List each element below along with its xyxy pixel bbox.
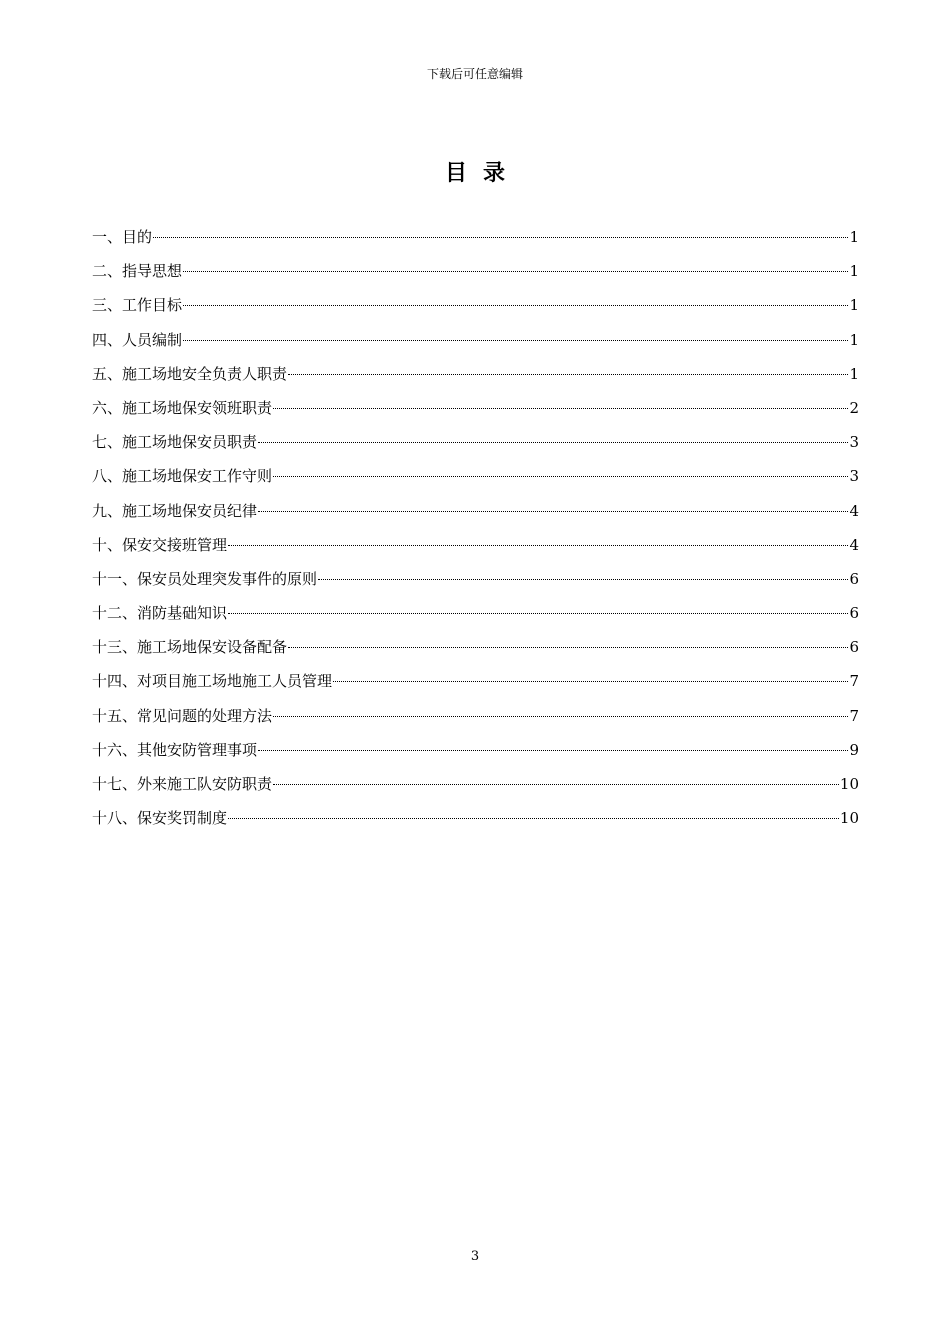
- toc-dot-leader: [273, 784, 839, 785]
- toc-dot-leader: [273, 476, 848, 477]
- toc-entry[interactable]: [92, 601, 859, 635]
- toc-entry[interactable]: [92, 499, 859, 533]
- toc-entry-page: 4: [849, 535, 859, 554]
- toc-entry-label: 十六、其他安防管理事项: [92, 740, 258, 759]
- toc-dot-leader: [333, 681, 848, 682]
- toc-entry[interactable]: [92, 328, 859, 362]
- toc-dot-leader: [153, 237, 848, 238]
- toc-entry-label: 九、施工场地保安员纪律: [92, 501, 258, 520]
- toc-entry[interactable]: [92, 533, 859, 567]
- toc-entry-page: 3: [849, 467, 859, 486]
- toc-entry-label: 一、目的: [92, 228, 153, 246]
- toc-dot-leader: [183, 271, 848, 272]
- toc-entry-page: 9: [849, 740, 859, 759]
- toc-entry[interactable]: [92, 806, 859, 840]
- toc-dot-leader: [183, 340, 848, 341]
- toc-entry[interactable]: [92, 396, 859, 430]
- toc-entry-label: 十一、保安员处理突发事件的原则: [92, 569, 318, 588]
- toc-entry-page: 1: [849, 262, 859, 281]
- toc-entry-page: 7: [849, 672, 859, 691]
- toc-entry[interactable]: [92, 669, 859, 703]
- toc-entry[interactable]: [92, 635, 859, 669]
- toc-entry-page: 10: [839, 775, 859, 793]
- toc-entry-page: 2: [849, 398, 859, 417]
- toc-title: 目录: [444, 160, 521, 186]
- toc-entry-label: 十四、对项目施工场地施工人员管理: [92, 672, 333, 691]
- toc-entry[interactable]: [92, 704, 859, 738]
- toc-entry[interactable]: [92, 362, 859, 396]
- toc-dot-leader: [273, 716, 848, 717]
- toc-entry-label: 六、施工场地保安领班职责: [92, 398, 273, 417]
- toc-entry-page: 1: [849, 330, 859, 349]
- toc-dot-leader: [318, 579, 848, 580]
- toc-entry-page: 3: [849, 433, 859, 452]
- toc-entry-page: 6: [849, 604, 859, 623]
- toc-entry-label: 八、施工场地保安工作守则: [92, 467, 273, 486]
- toc-entry[interactable]: [92, 738, 859, 772]
- toc-entry[interactable]: [92, 772, 859, 806]
- toc-dot-leader: [228, 613, 848, 614]
- toc-entry-label: 五、施工场地安全负责人职责: [92, 364, 288, 383]
- toc-entry-page: 10: [839, 809, 859, 828]
- table-of-contents: [92, 225, 859, 840]
- toc-entry[interactable]: [92, 464, 859, 498]
- toc-entry-label: 十二、消防基础知识: [92, 604, 228, 623]
- toc-dot-leader: [258, 750, 848, 751]
- toc-dot-leader: [183, 305, 848, 306]
- toc-entry[interactable]: [92, 293, 859, 327]
- header-note: 下载后可任意编辑: [426, 67, 523, 81]
- toc-dot-leader: [228, 545, 848, 546]
- toc-entry-label: 十八、保安奖罚制度: [92, 809, 228, 828]
- toc-entry-label: 十三、施工场地保安设备配备: [92, 638, 288, 657]
- toc-entry-page: 6: [849, 569, 859, 588]
- toc-entry-page: 1: [849, 228, 859, 246]
- toc-entry-label: 十五、常见问题的处理方法: [92, 706, 273, 725]
- toc-entry-page: 1: [849, 364, 859, 383]
- toc-entry[interactable]: [92, 567, 859, 601]
- toc-entry-label: 四、人员编制: [92, 330, 183, 349]
- toc-entry-page: 7: [849, 706, 859, 725]
- toc-entry-label: 十、保安交接班管理: [92, 535, 228, 554]
- toc-entry-page: 6: [849, 638, 859, 657]
- toc-dot-leader: [288, 374, 848, 375]
- toc-entry[interactable]: [92, 225, 859, 259]
- toc-entry[interactable]: [92, 259, 859, 293]
- toc-entry[interactable]: [92, 430, 859, 464]
- toc-dot-leader: [273, 408, 848, 409]
- page-number: 3: [470, 1249, 480, 1264]
- toc-entry-label: 三、工作目标: [92, 296, 183, 315]
- toc-entry-label: 七、施工场地保安员职责: [92, 433, 258, 452]
- toc-dot-leader: [258, 442, 848, 443]
- toc-dot-leader: [288, 647, 848, 648]
- toc-entry-page: 4: [849, 501, 859, 520]
- toc-entry-page: 1: [849, 296, 859, 315]
- toc-dot-leader: [228, 818, 839, 819]
- toc-dot-leader: [258, 511, 848, 512]
- toc-entry-label: 二、指导思想: [92, 262, 183, 281]
- toc-entry-label: 十七、外来施工队安防职责: [92, 775, 273, 793]
